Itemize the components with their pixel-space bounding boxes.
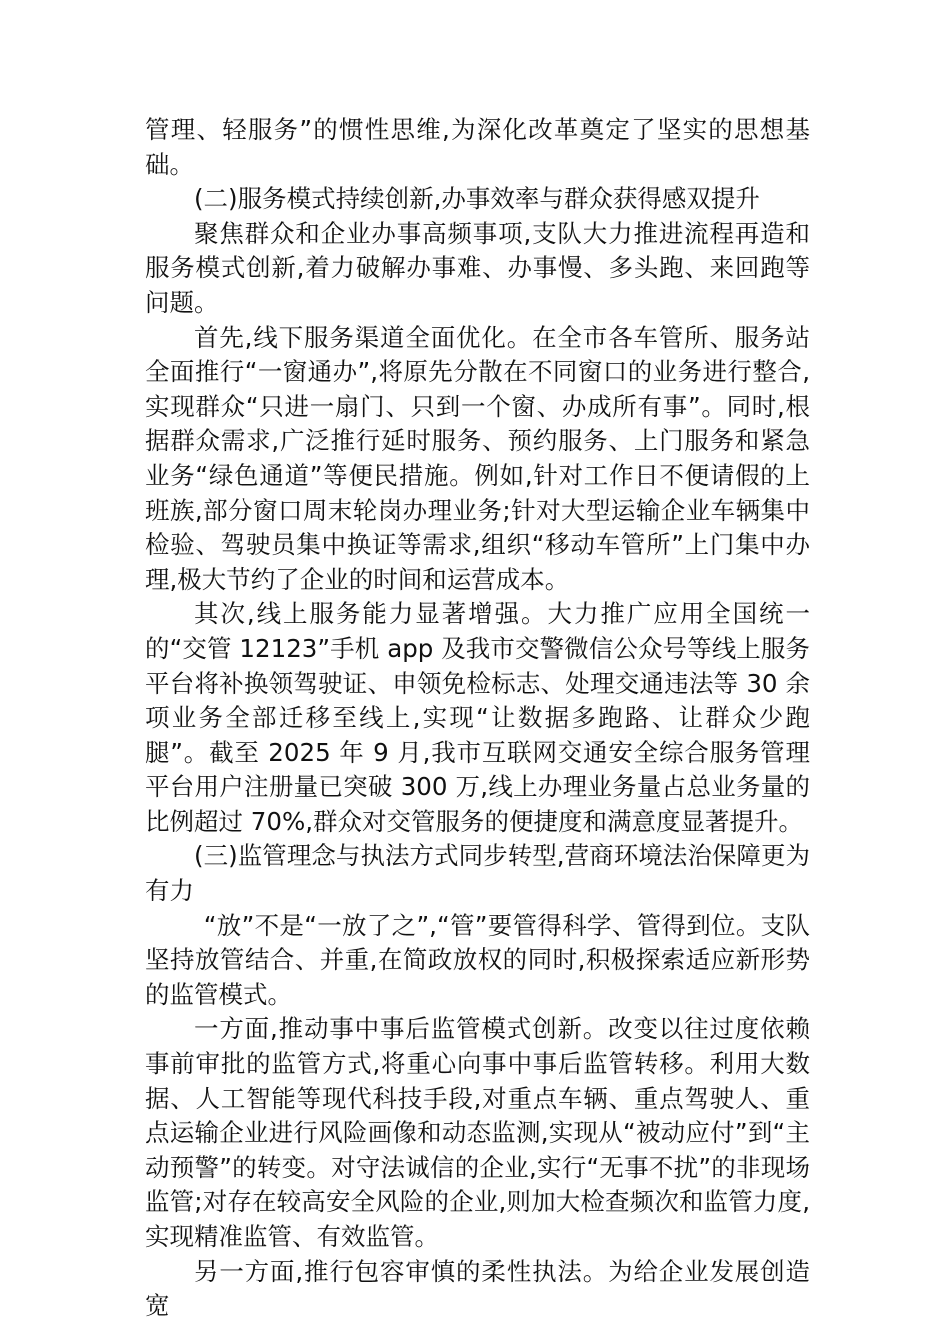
paragraph-service-intro: 聚焦群众和企业办事高频事项,支队大力推进流程再造和服务模式创新,着力破解办事难、办事慢、多头跑、来回跑等问题。 bbox=[145, 218, 810, 317]
paragraph-regulation-intro: “放”不是“一放了之”,“管”要管得科学、管得到位。支队坚持放管结合、并重,在简政放权的同时,积极探索适应新形势的监管模式。 bbox=[145, 910, 810, 1009]
section-heading-3: (三)监管理念与执法方式同步转型,营商环境法治保障更为有力 bbox=[145, 841, 810, 906]
paragraph-offline-service: 首先,线下服务渠道全面优化。在全市各车管所、服务站全面推行“一窗通办”,将原先分散在不同窗口的业务进行整合,实现群众“只进一扇门、只到一个窗、办成所有事”。同时,根据群众需求,广泛推行延时服务、预约服务、上门服务和紧急业务“绿色通道”等便民措施。例如,针对工作日不便请假的上班族,部分窗口周末轮岗办理业务;针对大型运输企业车辆集中检验、驾驶员集中换证等需求,组织“移动车管所”上门集中办理,极大节约了企业的时间和运营成本。 bbox=[145, 322, 810, 594]
paragraph-online-service: 其次,线上服务能力显著增强。大力推广应用全国统一的“交管 12123”手机 app 及我市交警微信公众号等线上服务平台将补换领驾驶证、申领免检标志、处理交通违法等 30 余项业务全部迁移至线上,实现“让数据多跑路、让群众少跑腿”。截至 2025 年 9 月,我市互联网交通安全综合服务管理平台用户注册量已突破 300 万,线上办理业务量占总业务量的比例超过 70%,群众对交管服务的便捷度和满意度显著提升。 bbox=[145, 599, 810, 836]
document-page bbox=[145, 113, 810, 1324]
section-heading-2: (二)服务模式持续创新,办事效率与群众获得感双提升 bbox=[194, 184, 760, 214]
paragraph-continuation: 管理、轻服务”的惯性思维,为深化改革奠定了坚实的思想基础。 bbox=[145, 115, 810, 179]
paragraph-flexible-enforcement: 另一方面,推行包容审慎的柔性执法。为给企业发展创造宽 bbox=[145, 1256, 810, 1321]
paragraph-supervision-innovation: 一方面,推动事中事后监管模式创新。改变以往过度依赖事前审批的监管方式,将重心向事中事后监管转移。利用大数据、人工智能等现代科技手段,对重点车辆、重点驾驶人、重点运输企业进行风险画像和动态监测,实现从“被动应付”到“主动预警”的转变。对守法诚信的企业,实行“无事不扰”的非现场监管;对存在较高安全风险的企业,则加大检查频次和监管力度,实现精准监管、有效监管。 bbox=[145, 1014, 810, 1251]
